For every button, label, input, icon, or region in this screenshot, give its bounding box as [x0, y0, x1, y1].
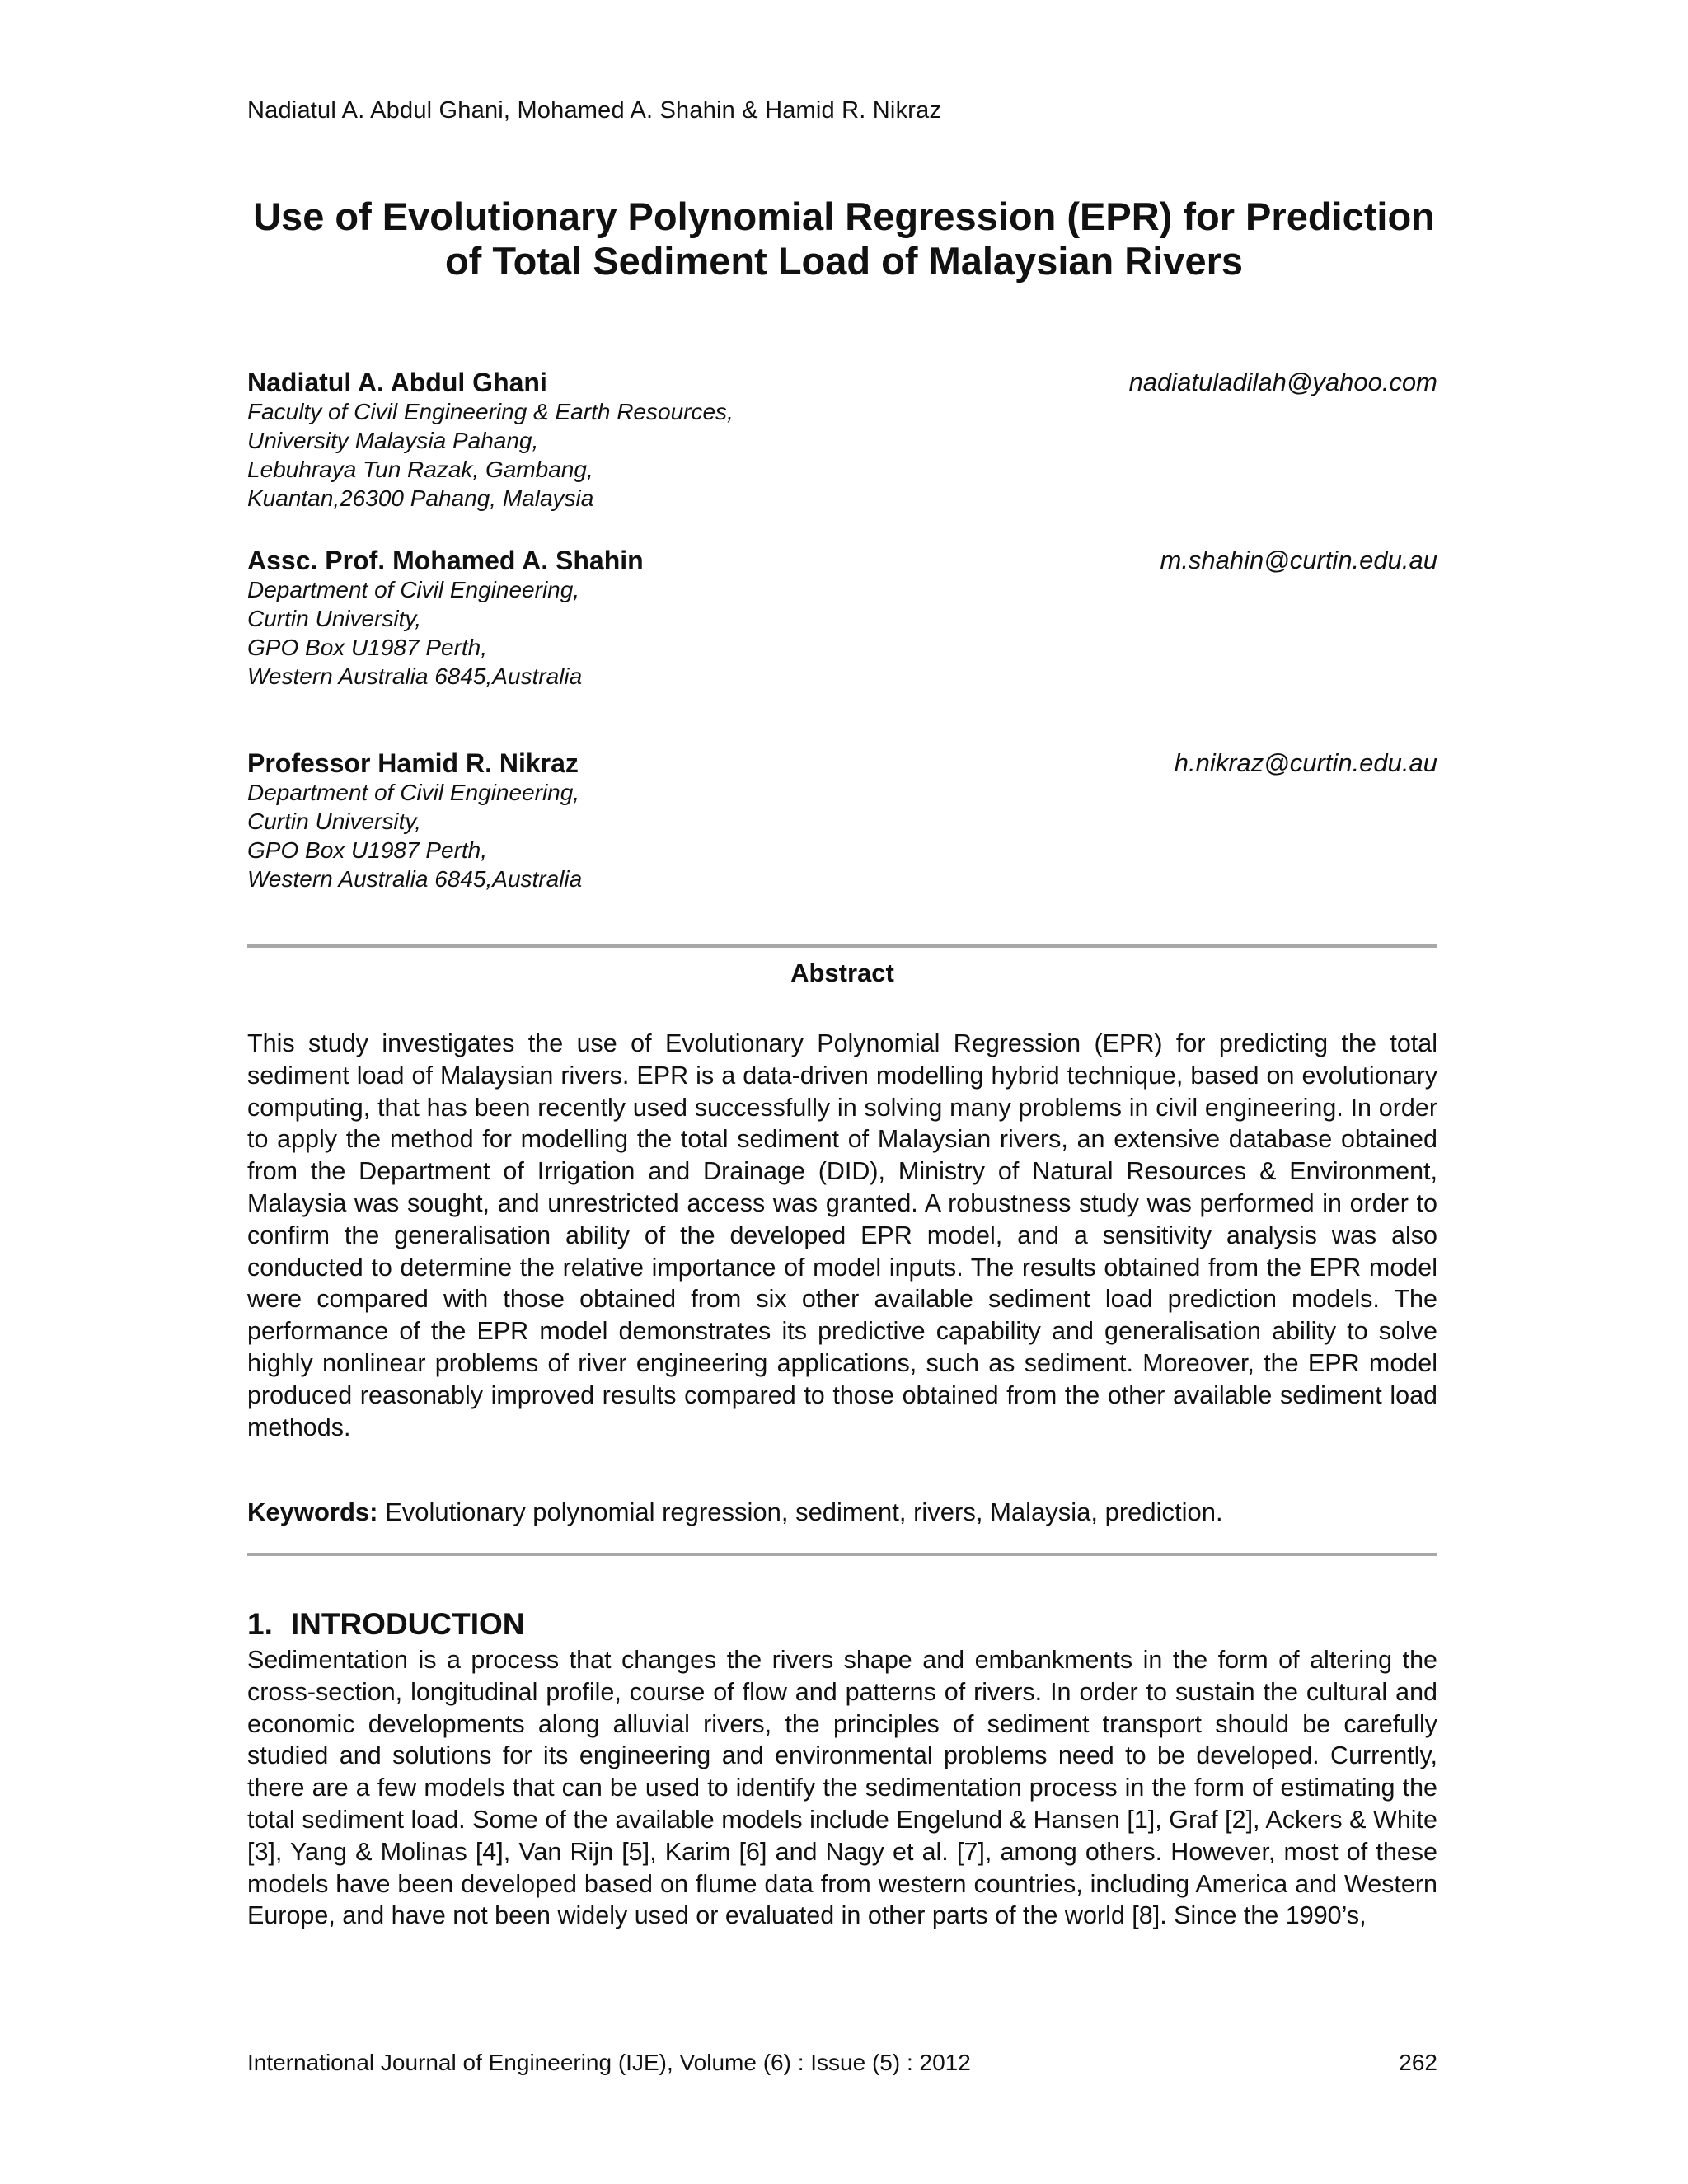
introduction-text: Sedimentation is a process that changes the rivers shape and embankments in the form of altering the cross-section, longitudinal profile, course of flow and patterns of rivers. In order to sustain the cultural and economic developments along alluvial rivers, the principles of sediment transport should be carefully studied and solutions for its engineering and environmental problems need to be developed. Currently, there are a few models that can be used to identify the sedimentation process in the form of estimating the total sediment load. Some of the available models include Engelund & Hansen [1], Graf [2], Ackers & White [3], Yang & Molinas [4], Van Rijn [5], Karim [6] and Nagy et al. [7], among others. However, most of these models have been developed based on flume data from western countries, including America and Western Europe, and have not been widely used or evaluated in other parts of the world [8]. Since the 1990’s,	[247, 1646, 1437, 1930]
section-title: INTRODUCTION	[290, 1607, 525, 1641]
affiliation-line: Kuantan,26300 Pahang, Malaysia	[247, 485, 594, 511]
paper-title	[231, 194, 1457, 284]
author-name: Assc. Prof. Mohamed A. Shahin	[247, 546, 644, 575]
paper-title-line-2: of Total Sediment Load of Malaysian Rivers	[444, 239, 1244, 283]
keywords-text: Evolutionary polynomial regression, sediment, rivers, Malaysia, prediction.	[377, 1497, 1223, 1526]
author-name: Nadiatul A. Abdul Ghani	[247, 368, 547, 397]
author-name: Professor Hamid R. Nikraz	[247, 748, 579, 778]
author-email[interactable]: h.nikraz@curtin.edu.au	[1174, 748, 1437, 777]
affiliation-line: University Malaysia Pahang,	[247, 428, 539, 453]
author-affiliation	[247, 778, 1437, 893]
affiliation-line: Faculty of Civil Engineering & Earth Resources,	[247, 399, 734, 424]
affiliation-line: GPO Box U1987 Perth,	[247, 837, 488, 863]
paper-title-line-1: Use of Evolutionary Polynomial Regression (EPR) for Prediction	[253, 194, 1435, 238]
affiliation-line: Department of Civil Engineering,	[247, 780, 580, 805]
author-block-3	[247, 748, 1437, 893]
author-affiliation	[247, 397, 1437, 513]
keywords-label: Keywords:	[247, 1497, 378, 1526]
page-footer	[247, 2050, 1437, 2076]
page-number: 262	[1399, 2050, 1437, 2075]
abstract-bottom-rule	[247, 1553, 1437, 1556]
affiliation-line: GPO Box U1987 Perth,	[247, 635, 488, 660]
running-header: Nadiatul A. Abdul Ghani, Mohamed A. Shahin & Hamid R. Nikraz	[247, 97, 942, 124]
affiliation-line: Western Australia 6845,Australia	[247, 663, 583, 689]
affiliation-line: Curtin University,	[247, 808, 422, 834]
section-heading-introduction	[247, 1607, 525, 1642]
affiliation-line: Lebuhraya Tun Razak, Gambang,	[247, 457, 593, 482]
abstract-top-rule	[247, 944, 1437, 948]
affiliation-line: Department of Civil Engineering,	[247, 577, 580, 602]
author-email[interactable]: m.shahin@curtin.edu.au	[1160, 546, 1437, 574]
author-block-1	[247, 368, 1437, 513]
keywords	[247, 1497, 1437, 1528]
affiliation-line: Western Australia 6845,Australia	[247, 866, 583, 892]
section-number: 1.	[247, 1607, 273, 1641]
author-affiliation	[247, 575, 1437, 691]
author-email[interactable]: nadiatuladilah@yahoo.com	[1128, 368, 1437, 396]
abstract-text: This study investigates the use of Evolutionary Polynomial Regression (EPR) for predicting the total sediment load of Malaysian rivers. EPR is a data-driven modelling hybrid technique, based on evolutionary computing, that has been recently used successfully in solving many problems in civil engineering. In order to apply the method for modelling the total sediment of Malaysian rivers, an extensive database obtained from the Department of Irrigation and Drainage (DID), Ministry of Natural Resources & Environment, Malaysia was sought, and unrestricted access was granted. A robustness study was performed in order to confirm the generalisation ability of the developed EPR model, and a sensitivity analysis was also conducted to determine the relative importance of model inputs. The results obtained from the EPR model were compared with those obtained from six other available sediment load prediction models. The performance of the EPR model demonstrates its predictive capability and generalisation ability to solve highly nonlinear problems of river engineering applications, such as sediment. Moreover, the EPR model produced reasonably improved results compared to those obtained from the other available sediment load methods.	[247, 1029, 1437, 1441]
affiliation-line: Curtin University,	[247, 606, 422, 631]
journal-citation: International Journal of Engineering (IJE), Volume (6) : Issue (5) : 2012	[247, 2050, 971, 2075]
author-block-2	[247, 546, 1437, 691]
abstract-heading: Abstract	[790, 958, 894, 987]
